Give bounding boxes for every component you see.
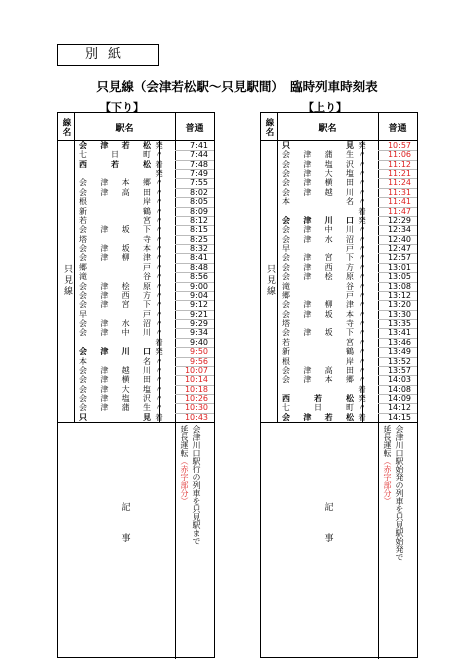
departure-time: 13:52	[387, 356, 411, 366]
arrive-depart-mark: 〃	[358, 347, 366, 357]
arrive-depart-mark: 〃	[358, 262, 366, 272]
arrive-depart-mark: 発	[155, 141, 163, 150]
departure-time: 8:12	[190, 215, 208, 225]
arrive-depart-mark: 〃	[358, 253, 366, 263]
table-row	[58, 385, 214, 394]
departure-time: 13:12	[387, 290, 411, 300]
departure-time: 10:07	[184, 365, 208, 375]
table-row	[58, 225, 214, 234]
station-name: 会 津 越 川	[79, 365, 151, 375]
arrive-depart-mark: 着	[155, 412, 163, 422]
station-name: 会 津 大 塩	[282, 169, 354, 179]
table-row	[261, 357, 417, 366]
table-row	[58, 253, 214, 262]
header-station: 駅名	[115, 123, 134, 134]
header-train: 普通	[388, 123, 407, 134]
departure-time: 7:41	[190, 141, 208, 150]
line-name: 只見線	[265, 263, 275, 297]
header-line-name: 線名	[264, 117, 274, 137]
station-name: 会 津 坂 下	[282, 328, 354, 338]
station-name: 会 津 柳 津	[282, 300, 354, 310]
station-name: 会 津 坂 本	[79, 244, 151, 254]
down-timetable	[57, 112, 215, 658]
departure-time: 7:55	[190, 178, 208, 188]
table-row	[261, 197, 417, 206]
table-row	[58, 216, 214, 225]
departure-time: 12:34	[387, 225, 411, 235]
departure-time: 9:00	[190, 281, 208, 291]
arrive-depart-mark: 〃	[358, 300, 366, 310]
station-name: 会 津 高 田	[282, 365, 354, 375]
table-row	[261, 141, 417, 150]
arrive-depart-mark: 〃	[358, 309, 366, 319]
arrive-depart-mark: 〃	[155, 272, 163, 282]
arrive-depart-mark: 〃	[155, 253, 163, 263]
table-row	[58, 188, 214, 197]
note-line	[191, 425, 201, 545]
station-name: 只 見	[79, 412, 151, 422]
station-name: 早 戸	[79, 309, 151, 319]
note-line	[382, 425, 392, 505]
station-name: 会 津 若 松	[282, 412, 354, 422]
table-row	[261, 235, 417, 244]
station-name: 滝 谷	[282, 281, 354, 291]
table-row	[58, 300, 214, 309]
departure-time: 8:41	[190, 253, 208, 263]
arrive-depart-mark: 着	[155, 159, 163, 169]
table-row	[58, 375, 214, 384]
arrive-depart-mark: 〃	[155, 225, 163, 235]
arrive-depart-mark: 〃	[155, 309, 163, 319]
departure-time: 8:05	[190, 197, 208, 207]
note-highlight: （赤字部分）	[383, 457, 392, 506]
station-name: 会 津 高 田	[79, 187, 151, 197]
station-name: 会 津 塩 沢	[79, 393, 151, 403]
departure-time: 9:50	[190, 347, 208, 357]
table-row	[261, 413, 417, 422]
departure-time: 11:24	[387, 178, 411, 188]
station-name: 会 津 桧 原	[282, 272, 354, 282]
table-row	[261, 178, 417, 187]
table-row	[58, 263, 214, 272]
table-row	[58, 235, 214, 244]
arrive-depart-mark: 〃	[358, 169, 366, 179]
up-timetable	[260, 112, 418, 658]
station-name: 若 宮	[79, 215, 151, 225]
departure-time: 8:32	[190, 244, 208, 254]
header-line-cell	[58, 113, 74, 141]
departure-time: 9:34	[190, 328, 208, 338]
table-row	[58, 291, 214, 300]
table-row	[261, 150, 417, 159]
station-name: 七 日 町	[79, 150, 151, 160]
departure-time: 13:08	[387, 281, 411, 291]
table-row	[261, 188, 417, 197]
arrive-depart-mark: 発	[358, 215, 366, 225]
table-row	[261, 328, 417, 337]
attachment-label: 別紙	[57, 44, 159, 66]
station-name: 会 津 西 方	[79, 290, 151, 300]
station-name: 根 岸	[79, 197, 151, 207]
page-title: 只見線（会津若松駅～只見駅間） 臨時列車時刻表	[96, 79, 378, 94]
departure-time: 8:09	[190, 206, 208, 216]
arrive-depart-mark: 〃	[155, 178, 163, 188]
notes-divider	[261, 422, 417, 423]
arrive-depart-mark: 〃	[358, 290, 366, 300]
note-highlight: （赤字部分）	[180, 457, 189, 506]
departure-time: 13:46	[387, 337, 411, 347]
departure-time: 13:01	[387, 262, 411, 272]
departure-time: 14:15	[387, 412, 411, 422]
table-row	[261, 338, 417, 347]
arrive-depart-mark: 〃	[155, 403, 163, 413]
departure-time: 14:12	[387, 403, 411, 413]
station-name: 会 津 大 塩	[79, 384, 151, 394]
arrive-depart-mark: 〃	[358, 337, 366, 347]
departure-time: 9:21	[190, 309, 208, 319]
down-direction-label: 【下り】	[100, 101, 144, 114]
departure-time: 8:15	[190, 225, 208, 235]
arrive-depart-mark: 〃	[155, 197, 163, 207]
arrive-depart-mark: 〃	[155, 328, 163, 338]
table-row	[58, 357, 214, 366]
station-name: 会 津 宮 下	[282, 253, 354, 263]
arrive-depart-mark: 〃	[358, 187, 366, 197]
departure-time: 14:08	[387, 384, 411, 394]
station-name: 若 宮	[282, 337, 354, 347]
departure-time: 11:12	[387, 159, 411, 169]
station-name: 只 見	[282, 141, 354, 150]
table-row	[261, 403, 417, 412]
station-name: 西 若 松	[79, 159, 151, 169]
table-row	[58, 141, 214, 150]
arrive-depart-mark: 〃	[358, 197, 366, 207]
arrive-depart-mark: 〃	[358, 281, 366, 291]
table-row	[261, 347, 417, 356]
table-row	[58, 272, 214, 281]
arrive-depart-mark: 〃	[155, 300, 163, 310]
arrive-depart-mark: 〃	[358, 159, 366, 169]
station-name: 早 戸	[282, 244, 354, 254]
table-row	[261, 291, 417, 300]
table-row	[58, 197, 214, 206]
table-row	[58, 403, 214, 412]
station-name: 会 津 坂 本	[282, 309, 354, 319]
arrive-depart-mark: 〃	[155, 234, 163, 244]
station-name: 塔 寺	[282, 319, 354, 329]
arrive-depart-mark: 〃	[358, 365, 366, 375]
departure-time: 13:35	[387, 319, 411, 329]
departure-time: 12:40	[387, 234, 411, 244]
departure-time: 11:47	[387, 206, 411, 216]
notes-label: 記事	[119, 502, 130, 565]
arrive-depart-mark: 〃	[155, 206, 163, 216]
departure-time: 11:21	[387, 169, 411, 179]
header-line-name: 線名	[61, 117, 71, 137]
departure-time: 12:57	[387, 253, 411, 263]
departure-time: 12:47	[387, 244, 411, 254]
arrive-depart-mark: 着	[358, 412, 366, 422]
station-name: 会 津 西 方	[282, 262, 354, 272]
station-name: 郷 戸	[79, 262, 151, 272]
departure-time: 10:14	[184, 375, 208, 385]
table-row	[261, 310, 417, 319]
arrive-depart-mark: 着	[358, 384, 366, 394]
departure-time: 10:18	[184, 384, 208, 394]
table-row	[58, 347, 214, 356]
table-header	[58, 113, 214, 141]
departure-time: 8:02	[190, 187, 208, 197]
arrive-depart-mark: 〃	[358, 244, 366, 254]
arrive-depart-mark: 〃	[155, 319, 163, 329]
note-line	[394, 425, 404, 561]
departure-time: 14:03	[387, 375, 411, 385]
table-row	[58, 328, 214, 337]
departure-time: 13:30	[387, 309, 411, 319]
station-name: 会 津 本 郷	[282, 375, 354, 385]
table-row	[58, 178, 214, 187]
arrive-depart-mark: 発	[358, 141, 366, 150]
station-name: 会 津 宮 下	[79, 300, 151, 310]
arrive-depart-mark: 発	[155, 169, 163, 179]
arrive-depart-mark: 〃	[155, 281, 163, 291]
departure-time: 9:12	[190, 300, 208, 310]
arrive-depart-mark: 〃	[358, 150, 366, 160]
arrive-depart-mark: 〃	[155, 393, 163, 403]
departure-time: 10:43	[184, 412, 208, 422]
table-row	[261, 216, 417, 225]
arrive-depart-mark: 〃	[155, 187, 163, 197]
table-row	[261, 160, 417, 169]
arrive-depart-mark: 〃	[358, 234, 366, 244]
station-name: 本 名	[282, 197, 354, 207]
arrive-depart-mark: 〃	[358, 403, 366, 413]
station-name: 会 津 中 川	[79, 328, 151, 338]
station-name: 会 津 越 川	[282, 187, 354, 197]
arrive-depart-mark: 〃	[155, 262, 163, 272]
table-row	[261, 375, 417, 384]
table-row	[58, 413, 214, 422]
arrive-depart-mark: 〃	[155, 244, 163, 254]
arrive-depart-mark: 発	[358, 393, 366, 403]
departure-time: 11:41	[387, 197, 411, 207]
departure-time: 7:49	[190, 169, 208, 179]
arrive-depart-mark: 〃	[358, 319, 366, 329]
arrive-depart-mark: 〃	[358, 272, 366, 282]
table-row	[261, 225, 417, 234]
station-name: 滝 谷	[79, 272, 151, 282]
arrive-depart-mark: 〃	[155, 375, 163, 385]
arrive-depart-mark: 〃	[155, 215, 163, 225]
station-name: 会 津 水 沼	[79, 319, 151, 329]
table-row	[58, 310, 214, 319]
station-name: 会 津 水 沼	[282, 234, 354, 244]
departure-time: 7:48	[190, 159, 208, 169]
table-row	[261, 319, 417, 328]
notes-divider	[58, 422, 214, 423]
station-name: 会 津 横 田	[79, 375, 151, 385]
table-row	[261, 300, 417, 309]
departure-time: 9:04	[190, 290, 208, 300]
station-name: 会 津 塩 沢	[282, 159, 354, 169]
table-row	[58, 338, 214, 347]
table-row	[261, 394, 417, 403]
table-row	[58, 207, 214, 216]
arrive-depart-mark: 〃	[155, 384, 163, 394]
departure-time: 8:56	[190, 272, 208, 282]
departure-time: 9:40	[190, 337, 208, 347]
table-row	[58, 160, 214, 169]
table-row	[58, 150, 214, 159]
arrive-depart-mark: 〃	[155, 365, 163, 375]
table-row	[58, 282, 214, 291]
station-name: 会 津 蒲 生	[79, 403, 151, 413]
station-name: 塔 寺	[79, 234, 151, 244]
station-name: 会 津 坂 下	[79, 225, 151, 235]
arrive-depart-mark: 着	[155, 337, 163, 347]
departure-time: 8:48	[190, 262, 208, 272]
station-name: 新 鶴	[282, 347, 354, 357]
station-name: 会 津 中 川	[282, 225, 354, 235]
arrive-depart-mark: 発	[155, 347, 163, 357]
departure-time: 10:30	[184, 403, 208, 413]
arrive-depart-mark: 〃	[358, 178, 366, 188]
table-row	[261, 272, 417, 281]
station-name: 会 津 川 口	[79, 347, 151, 357]
table-row	[261, 207, 417, 216]
station-name: 会 津 横 田	[282, 178, 354, 188]
departure-time: 13:41	[387, 328, 411, 338]
arrive-depart-mark: 〃	[358, 328, 366, 338]
table-row	[261, 282, 417, 291]
table-row	[58, 394, 214, 403]
table-row	[261, 366, 417, 375]
header-line-cell	[261, 113, 277, 141]
arrive-depart-mark: 〃	[155, 150, 163, 160]
departure-time: 13:57	[387, 365, 411, 375]
station-name: 本 名	[79, 356, 151, 366]
station-name: 根 岸	[282, 356, 354, 366]
table-row	[261, 253, 417, 262]
arrive-depart-mark: 〃	[358, 375, 366, 385]
departure-time: 13:20	[387, 300, 411, 310]
station-name: 西 若 松	[282, 393, 354, 403]
departure-time: 12:29	[387, 215, 411, 225]
note-text: 会津川口駅行の列車を只見駅まで	[192, 425, 201, 546]
note-text: 延長運転	[180, 425, 189, 458]
station-name: 会 津 本 郷	[79, 178, 151, 188]
header-station: 駅名	[318, 123, 337, 134]
station-name: 会 津 川 口	[282, 215, 354, 225]
table-row	[261, 263, 417, 272]
departure-time: 13:05	[387, 272, 411, 282]
note-text: 延長運転	[383, 425, 392, 458]
arrive-depart-mark: 〃	[358, 225, 366, 235]
up-direction-label: 【上り】	[303, 101, 347, 114]
station-name: 会 津 蒲 生	[282, 150, 354, 160]
departure-time: 11:31	[387, 187, 411, 197]
table-header	[261, 113, 417, 141]
departure-time: 9:56	[190, 356, 208, 366]
arrive-depart-mark: 〃	[155, 356, 163, 366]
note-text: 会津川口駅始発の列車を只見駅始発で	[395, 425, 404, 562]
line-name: 只見線	[62, 263, 72, 297]
departure-time: 8:25	[190, 234, 208, 244]
table-row	[58, 319, 214, 328]
station-name: 会 津 若 松	[79, 141, 151, 150]
station-name: 郷 戸	[282, 290, 354, 300]
arrive-depart-mark: 〃	[358, 356, 366, 366]
departure-time: 13:49	[387, 347, 411, 357]
departure-time: 9:29	[190, 319, 208, 329]
departure-time: 7:44	[190, 150, 208, 160]
departure-time: 11:06	[387, 150, 411, 160]
note-line	[179, 425, 189, 505]
departure-time: 10:26	[184, 393, 208, 403]
station-name: 新 鶴	[79, 206, 151, 216]
departure-time: 14:09	[387, 393, 411, 403]
station-name: 会 津 柳 津	[79, 253, 151, 263]
table-row	[58, 366, 214, 375]
arrive-depart-mark: 着	[358, 206, 366, 216]
header-train: 普通	[185, 123, 204, 134]
station-name: 会 津 桧 原	[79, 281, 151, 291]
notes-label: 記事	[322, 502, 333, 565]
table-row	[261, 385, 417, 394]
departure-time: 10:57	[387, 141, 411, 150]
station-name: 七 日 町	[282, 403, 354, 413]
arrive-depart-mark: 〃	[155, 290, 163, 300]
